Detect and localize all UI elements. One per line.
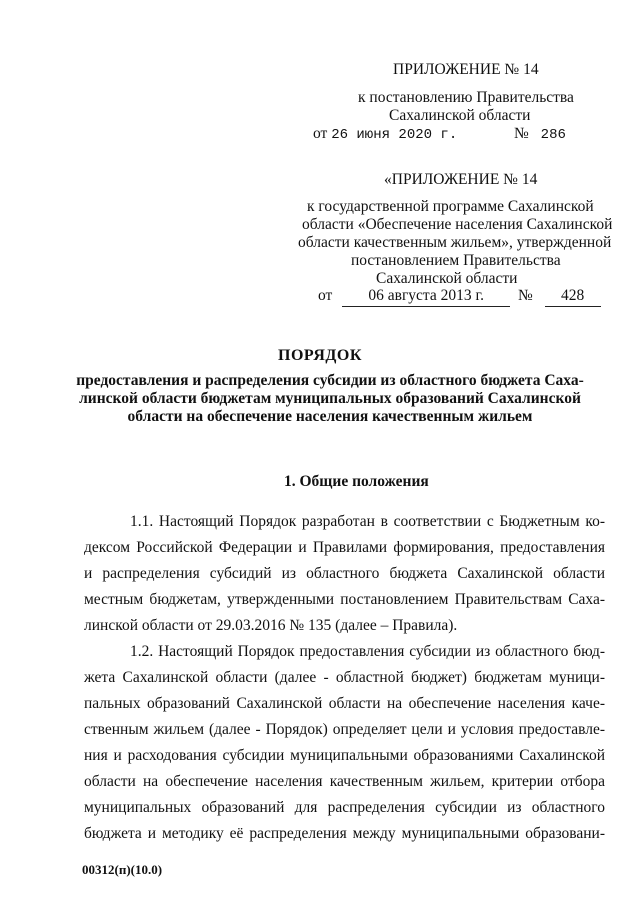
appendix1-number: 286 [540,127,566,143]
appendix1-num-label: № [514,125,529,142]
document-subtitle-line: линской области бюджетам муниципальных образований Сахалинской [79,390,581,407]
appendix1-line1: к постановлению Правительства [358,89,574,106]
footer-code: 00312(п)(10.0) [82,862,163,877]
body-line: ния и расходования субсидии муниципальными образованиями Сахалинской [84,747,605,764]
appendix2-line: области качественным жильем», утвержденной [298,234,612,251]
body-line: области на обеспечение населения качественным жильем, критерии отбора [84,773,605,790]
appendix2-from-label: от [318,287,333,304]
appendix2-line: области «Обеспечение населения Сахалинской [302,216,613,233]
body-line: и распределения субсидий из областного бюджета Сахалинской области [84,565,605,582]
appendix2-line: постановлением Правительства [351,252,561,269]
body-line: дексом Российской Федерации и Правилами формирования, предоставления [84,539,605,556]
body-line: бюджета и методику её распределения между муниципальными образовани- [84,825,605,842]
body-line: пальных образований Сахалинской области на обеспечение населения каче- [84,695,605,712]
document-subtitle-line: области на обеспечение населения качественным жильем [127,408,533,425]
appendix2-line: Сахалинской области [376,270,518,287]
body-line: жета Сахалинской области (далее - областной бюджет) бюджетам муници- [84,669,605,686]
document-subtitle-line: предоставления и распределения субсидии из областного бюджета Саха- [76,372,584,389]
appendix1-heading: ПРИЛОЖЕНИЕ № 14 [393,61,539,78]
appendix1-line2: Сахалинской области [389,107,531,124]
body-line: местным бюджетам, утвержденными постановлением Правительствам Саха- [84,591,605,608]
appendix2-date-row [318,286,510,307]
body-line: муниципальных образований для распределения субсидии из областного [84,799,605,816]
appendix2-num-label: № [518,287,533,304]
body-line: линской области от 29.03.2016 № 135 (далее – Правила). [84,617,458,634]
appendix2-heading: «ПРИЛОЖЕНИЕ № 14 [384,171,538,188]
body-line: ственным жильем (далее - Порядок) определяет цели и условия предоставле- [84,721,605,738]
body-line: 1.1. Настоящий Порядок разработан в соответствии с Бюджетным ко- [130,513,605,530]
section-heading: 1. Общие положения [284,473,429,490]
appendix2-date: 06 августа 2013 г. [342,286,510,307]
document-title: ПОРЯДОК [278,347,362,364]
appendix1-from-label: от [313,125,328,142]
body-line: 1.2. Настоящий Порядок предоставления субсидии из областного бюд- [130,643,605,660]
appendix2-line: к государственной программе Сахалинской [307,198,594,215]
appendix2-number-row [518,286,601,307]
appendix1-number-row [514,124,566,145]
appendix1-date: 26 июня 2020 г. [331,127,458,143]
appendix1-date-row [313,124,457,145]
appendix2-number: 428 [545,286,601,307]
